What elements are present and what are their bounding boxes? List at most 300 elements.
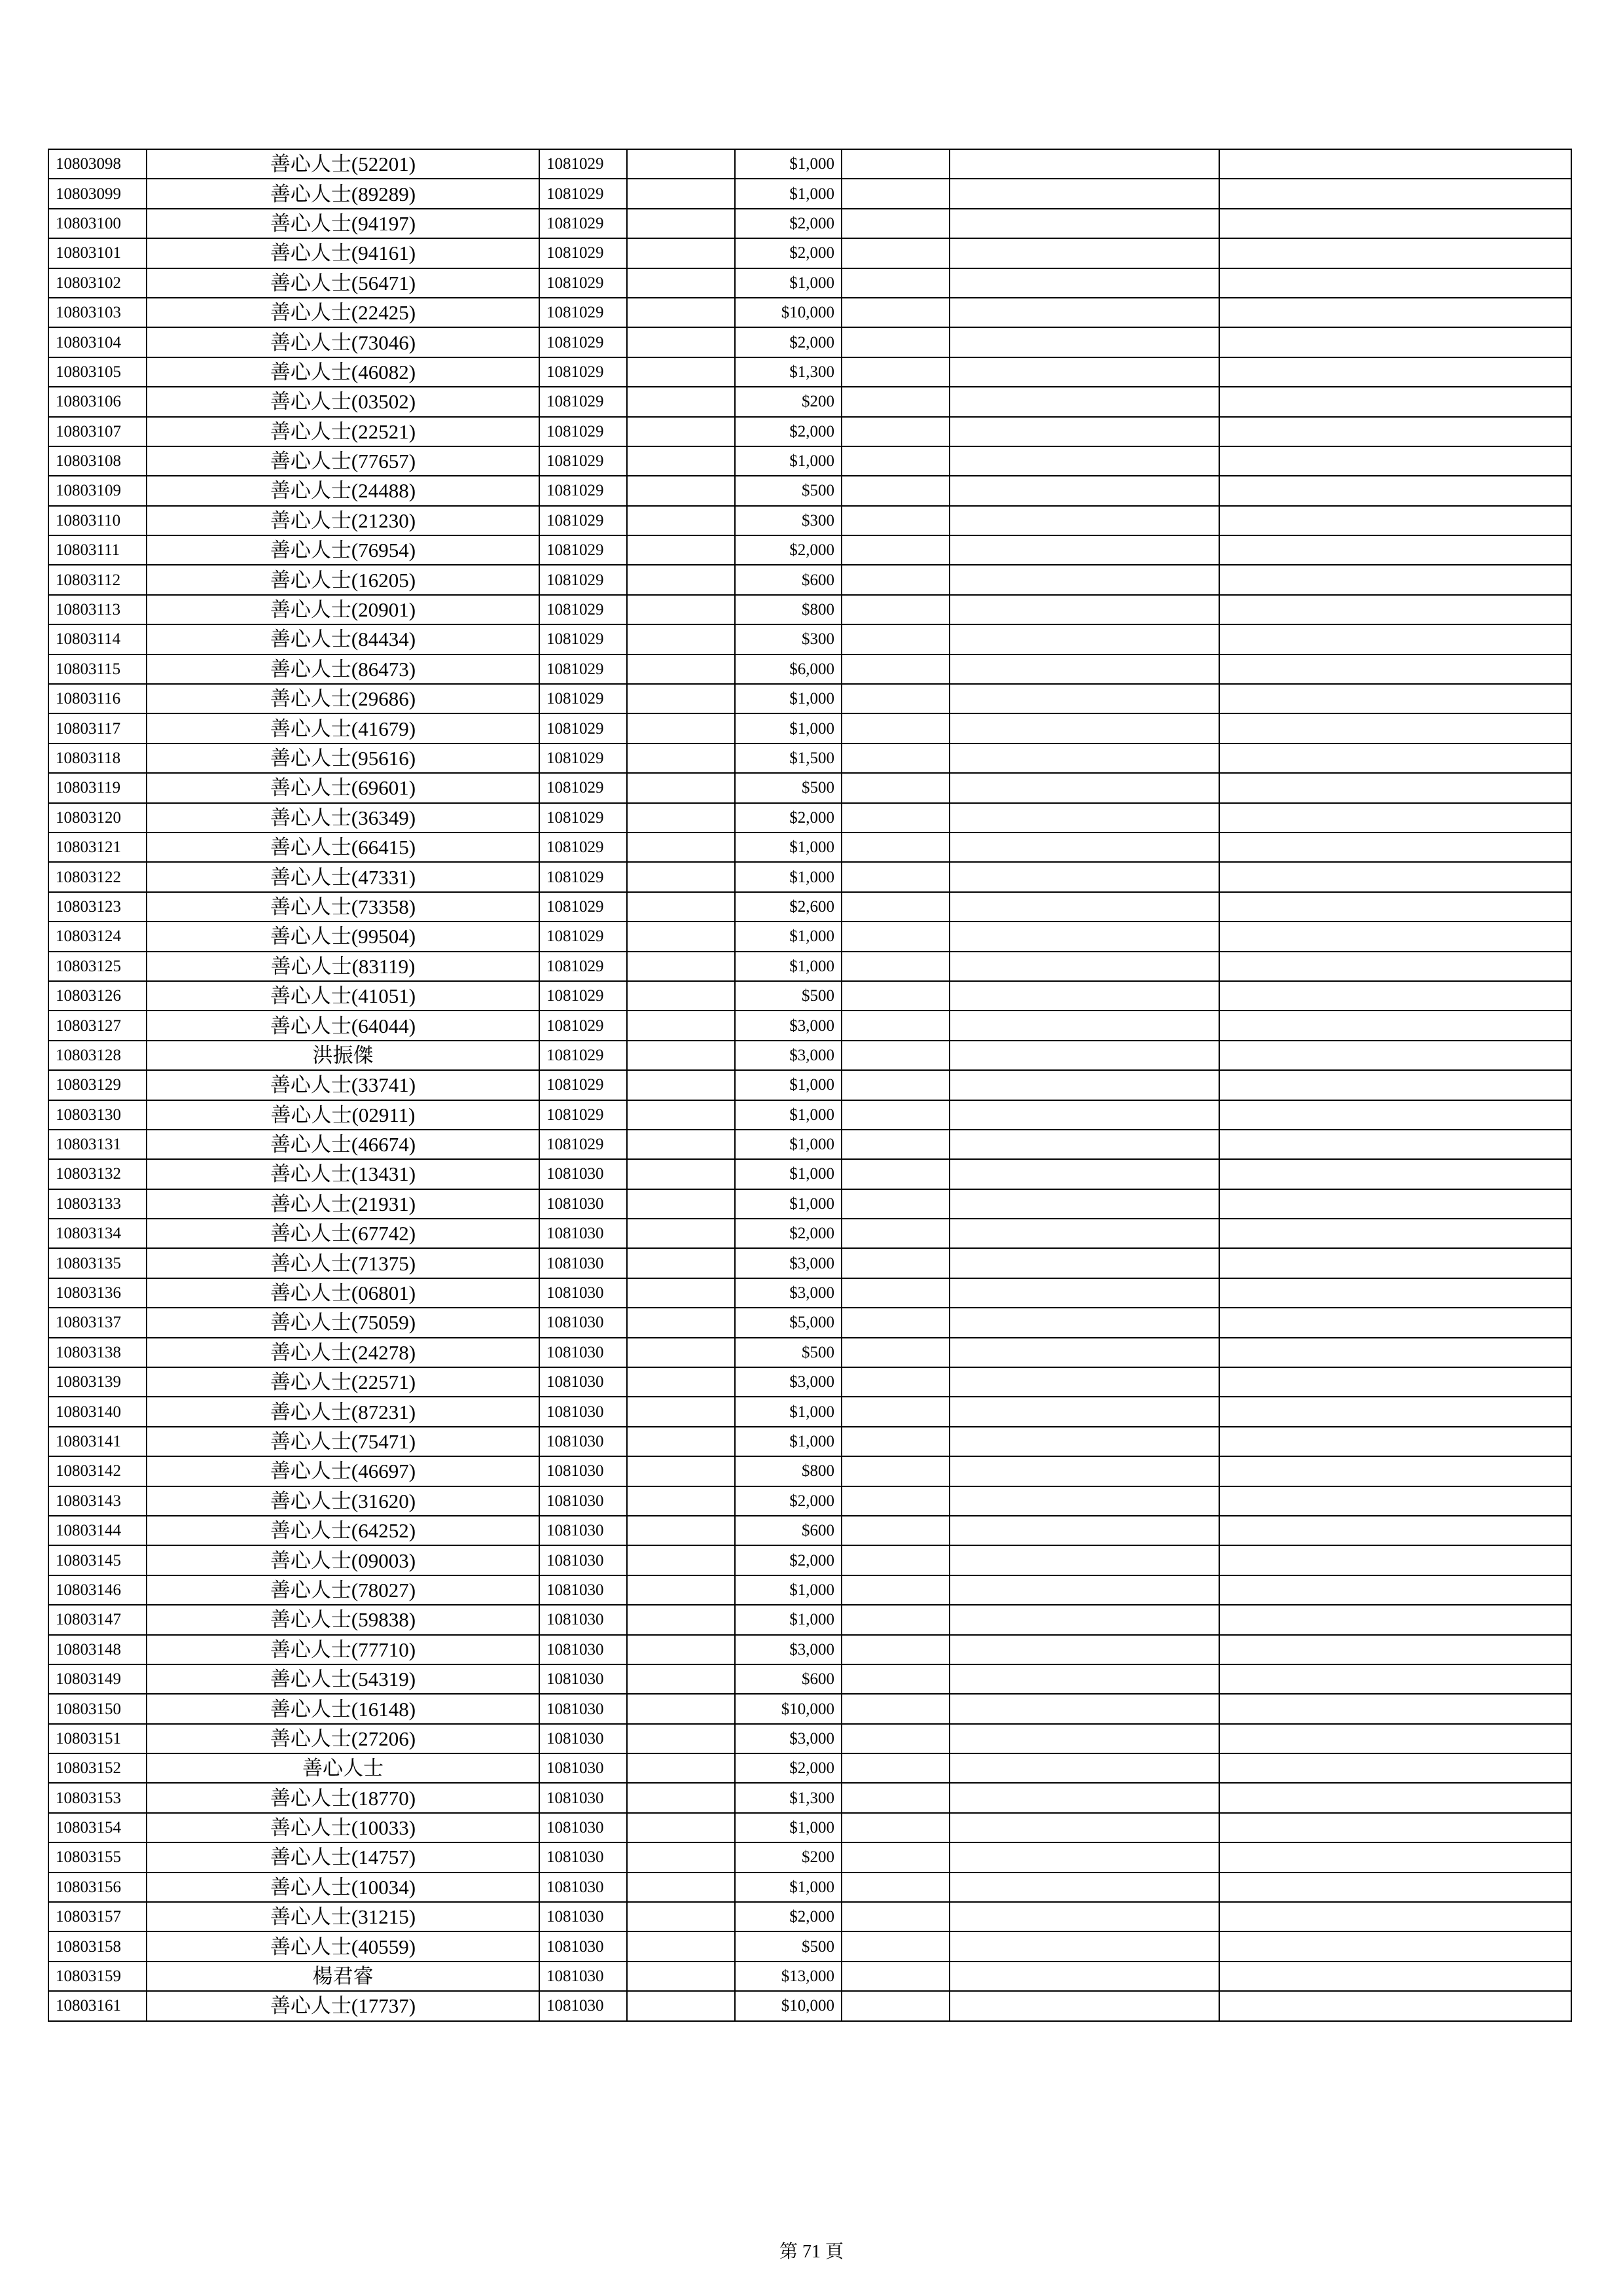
donor-name-cell: 善心人士(46697)	[147, 1456, 539, 1486]
table-row	[48, 357, 1571, 387]
date-cell: 1081029	[539, 535, 627, 565]
empty-cell	[1219, 357, 1571, 387]
table-row	[48, 1338, 1571, 1367]
empty-cell	[627, 833, 735, 862]
empty-cell	[627, 773, 735, 802]
amount-cell: $1,000	[735, 268, 842, 298]
date-cell: 1081029	[539, 476, 627, 505]
amount-cell: $300	[735, 624, 842, 654]
date-cell: 1081030	[539, 1159, 627, 1189]
date-cell: 1081029	[539, 803, 627, 833]
receipt-number-cell: 10803110	[48, 506, 147, 535]
donor-name-cell: 善心人士(13431)	[147, 1159, 539, 1189]
donor-name-cell: 善心人士(87231)	[147, 1397, 539, 1426]
empty-cell	[842, 655, 950, 684]
receipt-number-cell: 10803151	[48, 1724, 147, 1753]
empty-cell	[627, 1338, 735, 1367]
amount-cell: $3,000	[735, 1367, 842, 1397]
table-row	[48, 773, 1571, 802]
donor-name-cell: 善心人士(22571)	[147, 1367, 539, 1397]
amount-cell: $10,000	[735, 1991, 842, 2020]
receipt-number-cell: 10803106	[48, 387, 147, 416]
date-cell: 1081029	[539, 506, 627, 535]
donor-name-cell: 善心人士(31620)	[147, 1486, 539, 1516]
donor-name-cell: 善心人士(40559)	[147, 1931, 539, 1961]
empty-cell	[1219, 209, 1571, 238]
empty-cell	[842, 565, 950, 594]
empty-cell	[950, 1902, 1219, 1931]
table-row	[48, 1991, 1571, 2020]
empty-cell	[950, 1873, 1219, 1902]
date-cell: 1081030	[539, 1338, 627, 1367]
donor-name-cell: 善心人士(21230)	[147, 506, 539, 535]
date-cell: 1081030	[539, 1397, 627, 1426]
empty-cell	[627, 387, 735, 416]
amount-cell: $1,000	[735, 862, 842, 891]
donor-name-cell: 善心人士(47331)	[147, 862, 539, 891]
receipt-number-cell: 10803153	[48, 1783, 147, 1812]
empty-cell	[627, 1545, 735, 1575]
receipt-number-cell: 10803146	[48, 1575, 147, 1605]
receipt-number-cell: 10803139	[48, 1367, 147, 1397]
empty-cell	[950, 327, 1219, 357]
table-row	[48, 1813, 1571, 1842]
amount-cell: $2,000	[735, 535, 842, 565]
amount-cell: $2,000	[735, 327, 842, 357]
donor-name-cell: 善心人士(27206)	[147, 1724, 539, 1753]
table-row	[48, 981, 1571, 1011]
empty-cell	[1219, 1783, 1571, 1812]
empty-cell	[950, 1575, 1219, 1605]
empty-cell	[950, 1991, 1219, 2020]
empty-cell	[950, 535, 1219, 565]
empty-cell	[842, 179, 950, 208]
empty-cell	[1219, 1338, 1571, 1367]
date-cell: 1081029	[539, 1041, 627, 1070]
empty-cell	[950, 209, 1219, 238]
empty-cell	[950, 1248, 1219, 1278]
empty-cell	[1219, 565, 1571, 594]
donor-name-cell: 善心人士(99504)	[147, 922, 539, 951]
amount-cell: $2,600	[735, 892, 842, 922]
empty-cell	[842, 209, 950, 238]
donor-name-cell: 善心人士(84434)	[147, 624, 539, 654]
table-row	[48, 1575, 1571, 1605]
table-row	[48, 833, 1571, 862]
donor-name-cell: 善心人士(75471)	[147, 1427, 539, 1456]
empty-cell	[1219, 773, 1571, 802]
empty-cell	[842, 1308, 950, 1337]
receipt-number-cell: 10803133	[48, 1189, 147, 1219]
empty-cell	[627, 655, 735, 684]
empty-cell	[842, 298, 950, 327]
date-cell: 1081030	[539, 1813, 627, 1842]
table-row	[48, 506, 1571, 535]
empty-cell	[950, 1664, 1219, 1694]
empty-cell	[1219, 238, 1571, 268]
receipt-number-cell: 10803142	[48, 1456, 147, 1486]
empty-cell	[627, 1070, 735, 1100]
empty-cell	[1219, 1219, 1571, 1248]
receipt-number-cell: 10803100	[48, 209, 147, 238]
empty-cell	[627, 1724, 735, 1753]
receipt-number-cell: 10803134	[48, 1219, 147, 1248]
empty-cell	[1219, 387, 1571, 416]
empty-cell	[950, 1753, 1219, 1783]
amount-cell: $1,000	[735, 1397, 842, 1426]
empty-cell	[627, 952, 735, 981]
table-row	[48, 476, 1571, 505]
empty-cell	[627, 1011, 735, 1040]
empty-cell	[950, 1189, 1219, 1219]
empty-cell	[950, 387, 1219, 416]
empty-cell	[1219, 1367, 1571, 1397]
empty-cell	[627, 1397, 735, 1426]
donor-name-cell: 善心人士(75059)	[147, 1308, 539, 1337]
empty-cell	[1219, 1159, 1571, 1189]
amount-cell: $200	[735, 1842, 842, 1872]
donor-name-cell: 善心人士(21931)	[147, 1189, 539, 1219]
amount-cell: $2,000	[735, 1486, 842, 1516]
empty-cell	[950, 1130, 1219, 1159]
empty-cell	[1219, 655, 1571, 684]
empty-cell	[842, 1991, 950, 2020]
receipt-number-cell: 10803116	[48, 684, 147, 713]
date-cell: 1081029	[539, 862, 627, 891]
empty-cell	[950, 238, 1219, 268]
donor-name-cell: 善心人士(77710)	[147, 1635, 539, 1664]
empty-cell	[842, 1041, 950, 1070]
empty-cell	[627, 506, 735, 535]
table-row	[48, 713, 1571, 743]
date-cell: 1081030	[539, 1219, 627, 1248]
empty-cell	[1219, 803, 1571, 833]
empty-cell	[842, 833, 950, 862]
date-cell: 1081030	[539, 1516, 627, 1545]
table-row	[48, 1873, 1571, 1902]
empty-cell	[842, 1635, 950, 1664]
amount-cell: $2,000	[735, 209, 842, 238]
table-row	[48, 1070, 1571, 1100]
empty-cell	[842, 1189, 950, 1219]
date-cell: 1081030	[539, 1545, 627, 1575]
donation-table	[48, 149, 1572, 2022]
donor-name-cell: 善心人士(20901)	[147, 595, 539, 624]
table-row	[48, 149, 1571, 179]
receipt-number-cell: 10803158	[48, 1931, 147, 1961]
receipt-number-cell: 10803111	[48, 535, 147, 565]
donor-name-cell: 善心人士(22425)	[147, 298, 539, 327]
empty-cell	[842, 149, 950, 179]
receipt-number-cell: 10803143	[48, 1486, 147, 1516]
empty-cell	[627, 535, 735, 565]
empty-cell	[1219, 1041, 1571, 1070]
table-row	[48, 1694, 1571, 1723]
date-cell: 1081029	[539, 209, 627, 238]
empty-cell	[627, 1486, 735, 1516]
empty-cell	[842, 1486, 950, 1516]
receipt-number-cell: 10803120	[48, 803, 147, 833]
amount-cell: $3,000	[735, 1011, 842, 1040]
empty-cell	[627, 892, 735, 922]
empty-cell	[1219, 268, 1571, 298]
amount-cell: $1,000	[735, 713, 842, 743]
empty-cell	[842, 238, 950, 268]
empty-cell	[950, 1486, 1219, 1516]
empty-cell	[1219, 1575, 1571, 1605]
empty-cell	[950, 149, 1219, 179]
empty-cell	[842, 1367, 950, 1397]
donor-name-cell: 善心人士(46674)	[147, 1130, 539, 1159]
date-cell: 1081030	[539, 1783, 627, 1812]
date-cell: 1081029	[539, 892, 627, 922]
date-cell: 1081029	[539, 744, 627, 773]
table-row	[48, 1041, 1571, 1070]
table-row	[48, 1724, 1571, 1753]
amount-cell: $200	[735, 387, 842, 416]
date-cell: 1081030	[539, 1248, 627, 1278]
amount-cell: $1,000	[735, 684, 842, 713]
empty-cell	[627, 1159, 735, 1189]
date-cell: 1081029	[539, 238, 627, 268]
empty-cell	[627, 209, 735, 238]
empty-cell	[1219, 1873, 1571, 1902]
empty-cell	[1219, 327, 1571, 357]
receipt-number-cell: 10803102	[48, 268, 147, 298]
donor-name-cell: 善心人士(76954)	[147, 535, 539, 565]
donor-name-cell: 善心人士(18770)	[147, 1783, 539, 1812]
empty-cell	[627, 1278, 735, 1308]
amount-cell: $1,300	[735, 357, 842, 387]
receipt-number-cell: 10803150	[48, 1694, 147, 1723]
empty-cell	[950, 1516, 1219, 1545]
empty-cell	[950, 1842, 1219, 1872]
empty-cell	[950, 744, 1219, 773]
table-row	[48, 803, 1571, 833]
empty-cell	[950, 446, 1219, 476]
empty-cell	[1219, 981, 1571, 1011]
date-cell: 1081029	[539, 981, 627, 1011]
empty-cell	[1219, 952, 1571, 981]
date-cell: 1081030	[539, 1605, 627, 1634]
table-row	[48, 535, 1571, 565]
empty-cell	[1219, 1248, 1571, 1278]
donor-name-cell: 善心人士(10033)	[147, 1813, 539, 1842]
donor-name-cell: 善心人士(73046)	[147, 327, 539, 357]
empty-cell	[627, 327, 735, 357]
receipt-number-cell: 10803107	[48, 417, 147, 446]
empty-cell	[627, 1367, 735, 1397]
amount-cell: $1,000	[735, 1189, 842, 1219]
empty-cell	[950, 1724, 1219, 1753]
receipt-number-cell: 10803108	[48, 446, 147, 476]
receipt-number-cell: 10803149	[48, 1664, 147, 1694]
empty-cell	[627, 1456, 735, 1486]
donor-name-cell: 善心人士(52201)	[147, 149, 539, 179]
date-cell: 1081029	[539, 952, 627, 981]
amount-cell: $1,000	[735, 1575, 842, 1605]
empty-cell	[950, 417, 1219, 446]
empty-cell	[627, 179, 735, 208]
empty-cell	[627, 1902, 735, 1931]
date-cell: 1081029	[539, 417, 627, 446]
amount-cell: $6,000	[735, 655, 842, 684]
amount-cell: $1,000	[735, 1159, 842, 1189]
empty-cell	[627, 565, 735, 594]
donor-name-cell: 善心人士(31215)	[147, 1902, 539, 1931]
amount-cell: $1,000	[735, 1605, 842, 1634]
receipt-number-cell: 10803113	[48, 595, 147, 624]
empty-cell	[627, 1813, 735, 1842]
empty-cell	[842, 713, 950, 743]
date-cell: 1081029	[539, 713, 627, 743]
empty-cell	[842, 1753, 950, 1783]
empty-cell	[627, 1605, 735, 1634]
table-row	[48, 179, 1571, 208]
empty-cell	[1219, 744, 1571, 773]
empty-cell	[842, 1605, 950, 1634]
empty-cell	[842, 535, 950, 565]
empty-cell	[950, 1308, 1219, 1337]
date-cell: 1081030	[539, 1873, 627, 1902]
amount-cell: $800	[735, 1456, 842, 1486]
empty-cell	[950, 1456, 1219, 1486]
donor-name-cell: 善心人士(59838)	[147, 1605, 539, 1634]
receipt-number-cell: 10803122	[48, 862, 147, 891]
empty-cell	[950, 892, 1219, 922]
empty-cell	[627, 1783, 735, 1812]
date-cell: 1081030	[539, 1635, 627, 1664]
date-cell: 1081029	[539, 773, 627, 802]
empty-cell	[1219, 1962, 1571, 1991]
empty-cell	[842, 803, 950, 833]
amount-cell: $500	[735, 1338, 842, 1367]
donor-name-cell: 善心人士(36349)	[147, 803, 539, 833]
amount-cell: $500	[735, 773, 842, 802]
date-cell: 1081029	[539, 655, 627, 684]
empty-cell	[950, 862, 1219, 891]
empty-cell	[842, 744, 950, 773]
page-number: 第 71 頁	[779, 2242, 844, 2262]
empty-cell	[842, 1219, 950, 1248]
receipt-number-cell: 10803117	[48, 713, 147, 743]
table-row	[48, 1011, 1571, 1040]
empty-cell	[842, 1338, 950, 1367]
date-cell: 1081029	[539, 298, 627, 327]
empty-cell	[1219, 298, 1571, 327]
empty-cell	[842, 268, 950, 298]
empty-cell	[1219, 684, 1571, 713]
empty-cell	[1219, 506, 1571, 535]
donor-name-cell: 善心人士(78027)	[147, 1575, 539, 1605]
empty-cell	[950, 773, 1219, 802]
donor-name-cell: 善心人士(56471)	[147, 268, 539, 298]
amount-cell: $500	[735, 476, 842, 505]
donor-name-cell: 善心人士(73358)	[147, 892, 539, 922]
empty-cell	[842, 952, 950, 981]
empty-cell	[842, 862, 950, 891]
table-row	[48, 1545, 1571, 1575]
empty-cell	[842, 1011, 950, 1040]
receipt-number-cell: 10803154	[48, 1813, 147, 1842]
table-row	[48, 446, 1571, 476]
donor-name-cell: 善心人士(66415)	[147, 833, 539, 862]
donor-name-cell: 善心人士(64044)	[147, 1011, 539, 1040]
donor-name-cell: 善心人士(41679)	[147, 713, 539, 743]
empty-cell	[842, 506, 950, 535]
empty-cell	[950, 1159, 1219, 1189]
date-cell: 1081029	[539, 446, 627, 476]
empty-cell	[627, 1189, 735, 1219]
amount-cell: $600	[735, 565, 842, 594]
receipt-number-cell: 10803119	[48, 773, 147, 802]
table-row	[48, 298, 1571, 327]
empty-cell	[950, 1011, 1219, 1040]
date-cell: 1081029	[539, 565, 627, 594]
empty-cell	[627, 595, 735, 624]
receipt-number-cell: 10803136	[48, 1278, 147, 1308]
donor-name-cell: 善心人士(89289)	[147, 179, 539, 208]
empty-cell	[1219, 1605, 1571, 1634]
table-row	[48, 1664, 1571, 1694]
date-cell: 1081030	[539, 1575, 627, 1605]
date-cell: 1081030	[539, 1724, 627, 1753]
donor-name-cell: 善心人士(54319)	[147, 1664, 539, 1694]
donor-name-cell: 善心人士(33741)	[147, 1070, 539, 1100]
table-row	[48, 892, 1571, 922]
empty-cell	[950, 1070, 1219, 1100]
date-cell: 1081030	[539, 1753, 627, 1783]
empty-cell	[627, 1248, 735, 1278]
date-cell: 1081030	[539, 1931, 627, 1961]
table-row	[48, 1367, 1571, 1397]
donor-name-cell: 善心人士(94161)	[147, 238, 539, 268]
empty-cell	[1219, 1516, 1571, 1545]
empty-cell	[1219, 1931, 1571, 1961]
donor-name-cell: 善心人士(86473)	[147, 655, 539, 684]
empty-cell	[627, 298, 735, 327]
amount-cell: $2,000	[735, 238, 842, 268]
empty-cell	[950, 298, 1219, 327]
empty-cell	[842, 1070, 950, 1100]
empty-cell	[1219, 1456, 1571, 1486]
donor-name-cell: 善心人士(64252)	[147, 1516, 539, 1545]
receipt-number-cell: 10803103	[48, 298, 147, 327]
empty-cell	[627, 1962, 735, 1991]
empty-cell	[950, 1962, 1219, 1991]
empty-cell	[842, 1783, 950, 1812]
empty-cell	[1219, 1813, 1571, 1842]
empty-cell	[627, 417, 735, 446]
table-row	[48, 1486, 1571, 1516]
empty-cell	[842, 1902, 950, 1931]
donor-name-cell: 善心人士(22521)	[147, 417, 539, 446]
date-cell: 1081030	[539, 1902, 627, 1931]
amount-cell: $3,000	[735, 1635, 842, 1664]
empty-cell	[950, 981, 1219, 1011]
empty-cell	[1219, 1753, 1571, 1783]
empty-cell	[627, 1041, 735, 1070]
amount-cell: $10,000	[735, 298, 842, 327]
empty-cell	[627, 238, 735, 268]
empty-cell	[842, 1873, 950, 1902]
receipt-number-cell: 10803118	[48, 744, 147, 773]
table-row	[48, 1219, 1571, 1248]
donor-name-cell: 善心人士(09003)	[147, 1545, 539, 1575]
empty-cell	[627, 1873, 735, 1902]
table-row	[48, 595, 1571, 624]
table-row	[48, 1783, 1571, 1812]
